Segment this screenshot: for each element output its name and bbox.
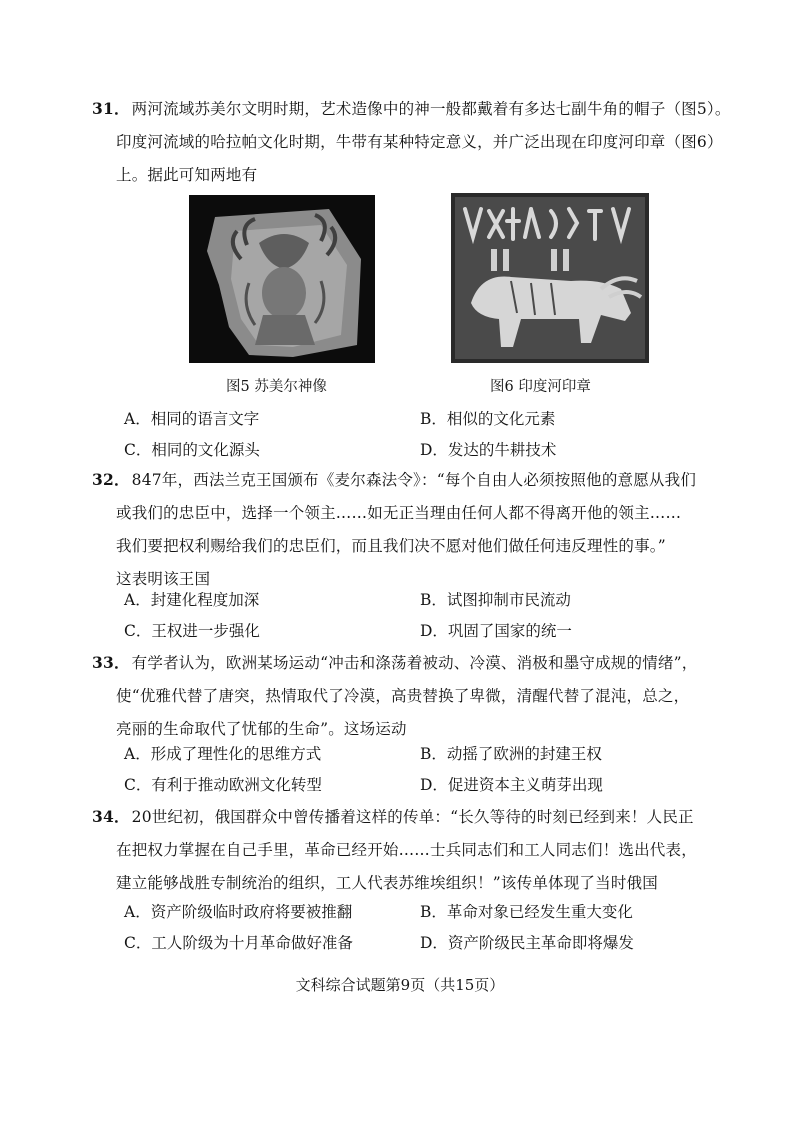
question-32-line-3: 我们要把权利赐给我们的忠臣们，而且我们决不愿对他们做任何违反理性的事。”	[116, 537, 666, 555]
question-34	[92, 800, 732, 900]
options-row	[124, 404, 684, 435]
option-c[interactable]: C．王权进一步强化	[124, 622, 260, 640]
option-a[interactable]: A．形成了理性化的思维方式	[124, 745, 322, 763]
question-31-options	[124, 404, 684, 466]
figure-5-sumerian-deity-image	[189, 195, 375, 363]
option-c[interactable]: C．工人阶级为十月革命做好准备	[124, 934, 353, 952]
options-row	[124, 616, 684, 647]
question-31-line-1: 31． 两河流域苏美尔文明时期，艺术造像中的神一般都戴着有多达七副牛角的帽子（图5）。	[92, 99, 731, 118]
figure-6-caption: 图6 印度河印章	[490, 379, 591, 395]
option-b[interactable]: B．试图抑制市民流动	[420, 591, 571, 609]
question-32-options	[124, 585, 684, 647]
question-33-line-1: 33． 有学者认为，欧洲某场运动“冲击和涤荡着被动、冷漠、消极和墨守成规的情绪”，	[92, 653, 698, 672]
question-32-line-2: 或我们的忠臣中，选择一个领主……如无正当理由任何人都不得离开他的领主……	[116, 504, 682, 522]
question-31-line-2: 印度河流域的哈拉帕文化时期，牛带有某种特定意义，并广泛出现在印度河印章（图6）	[116, 133, 723, 151]
options-row	[124, 585, 684, 616]
question-33-number: 33．	[92, 653, 130, 672]
option-a[interactable]: A．资产阶级临时政府将要被推翻	[124, 903, 353, 921]
question-33-options	[124, 739, 684, 801]
question-34-line-1: 34． 20世纪初，俄国群众中曾传播着这样的传单：“长久等待的时刻已经到来！人民正	[92, 807, 694, 826]
question-33	[92, 646, 732, 746]
figure-6-indus-seal-image	[451, 193, 649, 363]
question-34-line-2: 在把权力掌握在自己手里，革命已经开始……士兵同志们和工人同志们！选出代表，	[116, 841, 697, 859]
option-b[interactable]: B．相似的文化元素	[420, 410, 556, 428]
option-d[interactable]: D．促进资本主义萌芽出现	[420, 776, 603, 794]
question-32-line-1: 32． 847年，西法兰克王国颁布《麦尔森法令》：“每个自由人必须按照他的意愿从我们	[92, 470, 697, 489]
option-c[interactable]: C．有利于推动欧洲文化转型	[124, 776, 322, 794]
options-row	[124, 897, 684, 928]
figure-5-caption: 图5 苏美尔神像	[226, 379, 327, 395]
question-31	[92, 92, 732, 192]
question-33-line-3: 亮丽的生命取代了忧郁的生命”。这场运动	[116, 720, 407, 738]
option-d[interactable]: D．发达的牛耕技术	[420, 441, 557, 459]
question-32-line-4: 这表明该王国	[116, 570, 211, 588]
question-31-line-3: 上。据此可知两地有	[116, 166, 258, 184]
question-31-number: 31．	[92, 99, 130, 118]
page-footer: 文科综合试题第9页（共15页）	[295, 976, 505, 994]
options-row	[124, 435, 684, 466]
question-32-number: 32．	[92, 470, 130, 489]
option-a[interactable]: A．相同的语言文字	[124, 410, 260, 428]
question-34-options	[124, 897, 684, 959]
option-a[interactable]: A．封建化程度加深	[124, 591, 260, 609]
options-row	[124, 770, 684, 801]
options-row	[124, 928, 684, 959]
option-d[interactable]: D．巩固了国家的统一	[420, 622, 572, 640]
question-34-line-3: 建立能够战胜专制统治的组织，工人代表苏维埃组织！”该传单体现了当时俄国	[116, 874, 658, 892]
option-b[interactable]: B．动摇了欧洲的封建王权	[420, 745, 602, 763]
option-b[interactable]: B．革命对象已经发生重大变化	[420, 903, 633, 921]
option-c[interactable]: C．相同的文化源头	[124, 441, 260, 459]
question-33-line-2: 使“优雅代替了唐突，热情取代了冷漠，高贵替换了卑微，清醒代替了混沌，总之，	[116, 687, 690, 705]
question-32	[92, 463, 732, 596]
question-34-number: 34．	[92, 807, 130, 826]
options-row	[124, 739, 684, 770]
option-d[interactable]: D．资产阶级民主革命即将爆发	[420, 934, 634, 952]
